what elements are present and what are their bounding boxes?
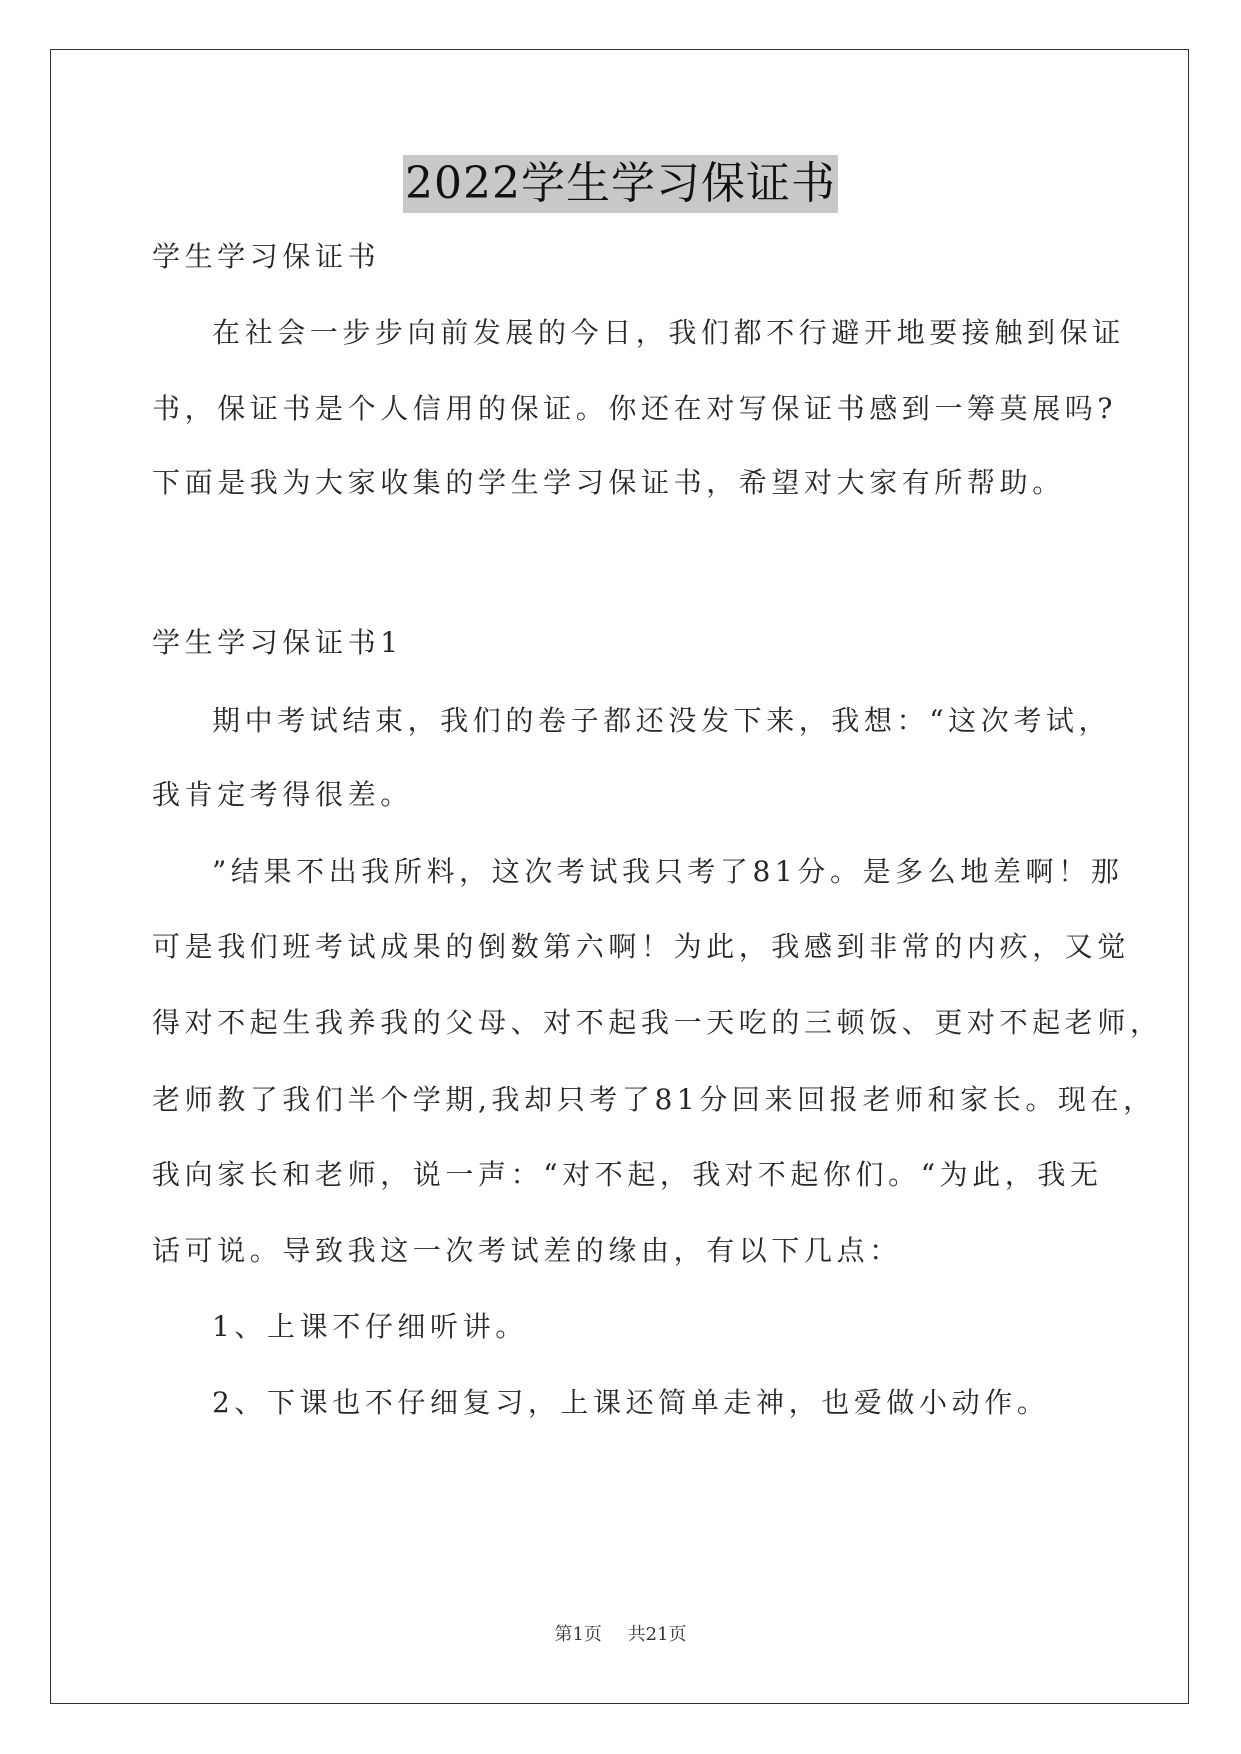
paragraph-line: 下面是我为大家收集的学生学习保证书，希望对大家有所帮助。 [152,466,1065,499]
paragraph-line: 期中考试结束，我们的卷子都还没发下来，我想：“这次考试， [212,704,1112,737]
list-item: 2、下课也不仔细复习，上课还简单走神，也爱做小动作。 [212,1386,1050,1419]
paragraph-line: 我肯定考得很差。 [152,778,413,811]
page-total: 共21页 [627,1624,687,1645]
paragraph-line: 话可说。导致我这一次考试差的缘由，有以下几点： [152,1234,902,1267]
title-container [0,155,1241,213]
section-heading: 学生学习保证书 [152,240,381,273]
paragraph-line: 我向家长和老师，说一声：“对不起，我对不起你们。“为此，我无 [152,1158,1103,1191]
paragraph-line: 书，保证书是个人信用的保证。你还在对写保证书感到一筹莫展吗? [152,392,1118,425]
list-item: 1、上课不仔细听讲。 [212,1310,528,1343]
paragraph-line: 得对不起生我养我的父母、对不起我一天吃的三顿饭、更对不起老师， [152,1006,1163,1039]
paragraph-line: 老师教了我们半个学期,我却只考了81分回来回报老师和家长。现在， [152,1083,1156,1116]
page-footer [0,1623,1241,1647]
section-heading: 学生学习保证书1 [152,626,403,659]
page-number: 第1页 [554,1624,602,1645]
paragraph-line: ”结果不出我所料，这次考试我只考了81分。是多么地差啊！那 [212,855,1124,888]
paragraph-line: 可是我们班考试成果的倒数第六啊！为此，我感到非常的内疚，又觉 [152,930,1131,963]
document-title: 2022学生学习保证书 [403,155,838,213]
paragraph-line: 在社会一步步向前发展的今日，我们都不行避开地要接触到保证 [212,316,1125,349]
